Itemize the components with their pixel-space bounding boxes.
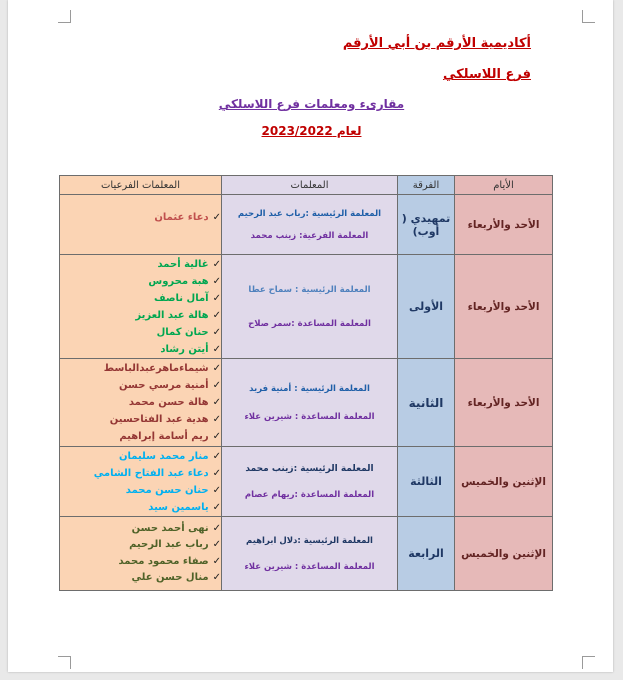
header-teachers: المعلمات [222,176,398,195]
list-item: ✓شيماءماهرعبدالباسط [103,363,221,374]
check-icon: ✓ [212,572,221,583]
table-header-row [60,176,553,195]
list-item: ✓حنان كمال [156,326,221,338]
days-cell: الأحد والأربعاء [455,195,553,255]
table-row [60,195,553,255]
document-title: مقارىء ومعلمات فرع اللاسلكي [218,97,405,111]
list-item: ✓هدية عبد الفتاحسين [109,414,221,425]
table-row [60,447,553,517]
list-item: ✓منار محمد سليمان [118,450,221,462]
list-item: ✓ريم أسامة إبراهيم [119,431,221,442]
academy-title: أكاديمية الأرقم بن أبي الأرقم [342,36,531,51]
sub-teachers-cell [60,255,222,359]
grade-cell: الثانية [398,359,455,447]
main-teacher: المعلمة الرئيسية : سماح عطا [248,284,371,295]
check-icon: ✓ [212,292,221,304]
check-icon: ✓ [212,397,221,408]
sub-teachers-cell [60,195,222,255]
table-row [60,359,553,447]
check-icon: ✓ [212,343,221,355]
teachers-cell [222,517,398,591]
list-item: ✓رباب عبد الرحيم [129,539,221,550]
days-cell: الأحد والأربعاء [455,255,553,359]
teachers-cell [222,195,398,255]
page-corner-mark [582,10,595,23]
list-item: ✓حنان حسن محمد [125,484,221,496]
list-item: ✓منال حسن علي [131,572,221,583]
check-icon: ✓ [212,258,221,270]
grade-cell: الأولى [398,255,455,359]
check-icon: ✓ [212,414,221,425]
list-item: ✓هالة عبد العزيز [135,309,221,321]
check-icon: ✓ [212,467,221,479]
check-icon: ✓ [212,380,221,391]
academic-year: لعام 2023/2022 [261,124,362,138]
days-cell: الأحد والأربعاء [455,359,553,447]
page-corner-mark [58,656,71,669]
branch-title: فرع اللاسلكي [442,67,531,82]
list-item: ✓هبة محروس [148,275,221,287]
teachers-cell [222,255,398,359]
list-item: ✓غالية أحمد [157,258,221,270]
main-teacher: المعلمة الرئيسية :زينب محمد [245,463,374,474]
grade-cell: الرابعة [398,517,455,591]
check-icon: ✓ [212,275,221,287]
check-icon: ✓ [212,212,221,223]
table-row [60,255,553,359]
teachers-cell [222,359,398,447]
page-corner-mark [58,10,71,23]
table-row [60,517,553,591]
sub-teachers-cell [60,359,222,447]
check-icon: ✓ [212,555,221,567]
days-cell: الإثنين والخميس [455,447,553,517]
check-icon: ✓ [212,501,221,513]
check-icon: ✓ [212,450,221,462]
header-grade: الفرقة [398,176,455,195]
main-teacher: المعلمة الرئيسية : أمنية فريد [249,383,370,394]
list-item: ✓دعاء عبد الفتاح الشامي [93,467,221,479]
list-item: ✓أيتن رشاد [160,343,221,355]
second-teacher: المعلمة المساعدة :سمر صلاح [248,318,371,329]
check-icon: ✓ [212,309,221,321]
header-days: الأيام [455,176,553,195]
sub-teachers-cell [60,447,222,517]
second-teacher: المعلمة المساعدة : شيرين علاء [244,411,375,422]
main-teacher: المعلمة الرئيسية :دلال ابراهيم [246,535,373,546]
check-icon: ✓ [212,539,221,550]
schedule-table [59,175,553,591]
list-item: ✓دعاء عثمان [154,212,221,223]
list-item: ✓آمال ناصف [153,292,221,304]
check-icon: ✓ [212,326,221,338]
grade-cell: تمهيدي ( أوب) [398,195,455,255]
page-corner-mark [582,656,595,669]
list-item: ✓هالة حسن محمد [128,397,221,408]
list-item: ✓صفاء محمود محمد [118,555,221,567]
second-teacher: المعلمة المساعدة :ريهام عصام [244,489,375,500]
second-teacher: المعلمة الفرعية: زينب محمد [250,230,369,241]
list-item: ✓نهى أحمد حسن [131,522,221,534]
check-icon: ✓ [212,431,221,442]
check-icon: ✓ [212,484,221,496]
teachers-cell [222,447,398,517]
check-icon: ✓ [212,522,221,534]
list-item: ✓أمنية مرسي حسن [119,380,221,391]
header-sub-teachers: المعلمات الفرعيات [60,176,222,195]
second-teacher: المعلمة المساعدة : شيرين علاء [244,561,375,572]
days-cell: الإثنين والخميس [455,517,553,591]
list-item: ✓ياسمين سيد [148,501,221,513]
sub-teachers-cell [60,517,222,591]
check-icon: ✓ [212,363,221,374]
grade-cell: الثالثة [398,447,455,517]
main-teacher: المعلمة الرئيسية :رباب عبد الرحيم [237,208,382,219]
